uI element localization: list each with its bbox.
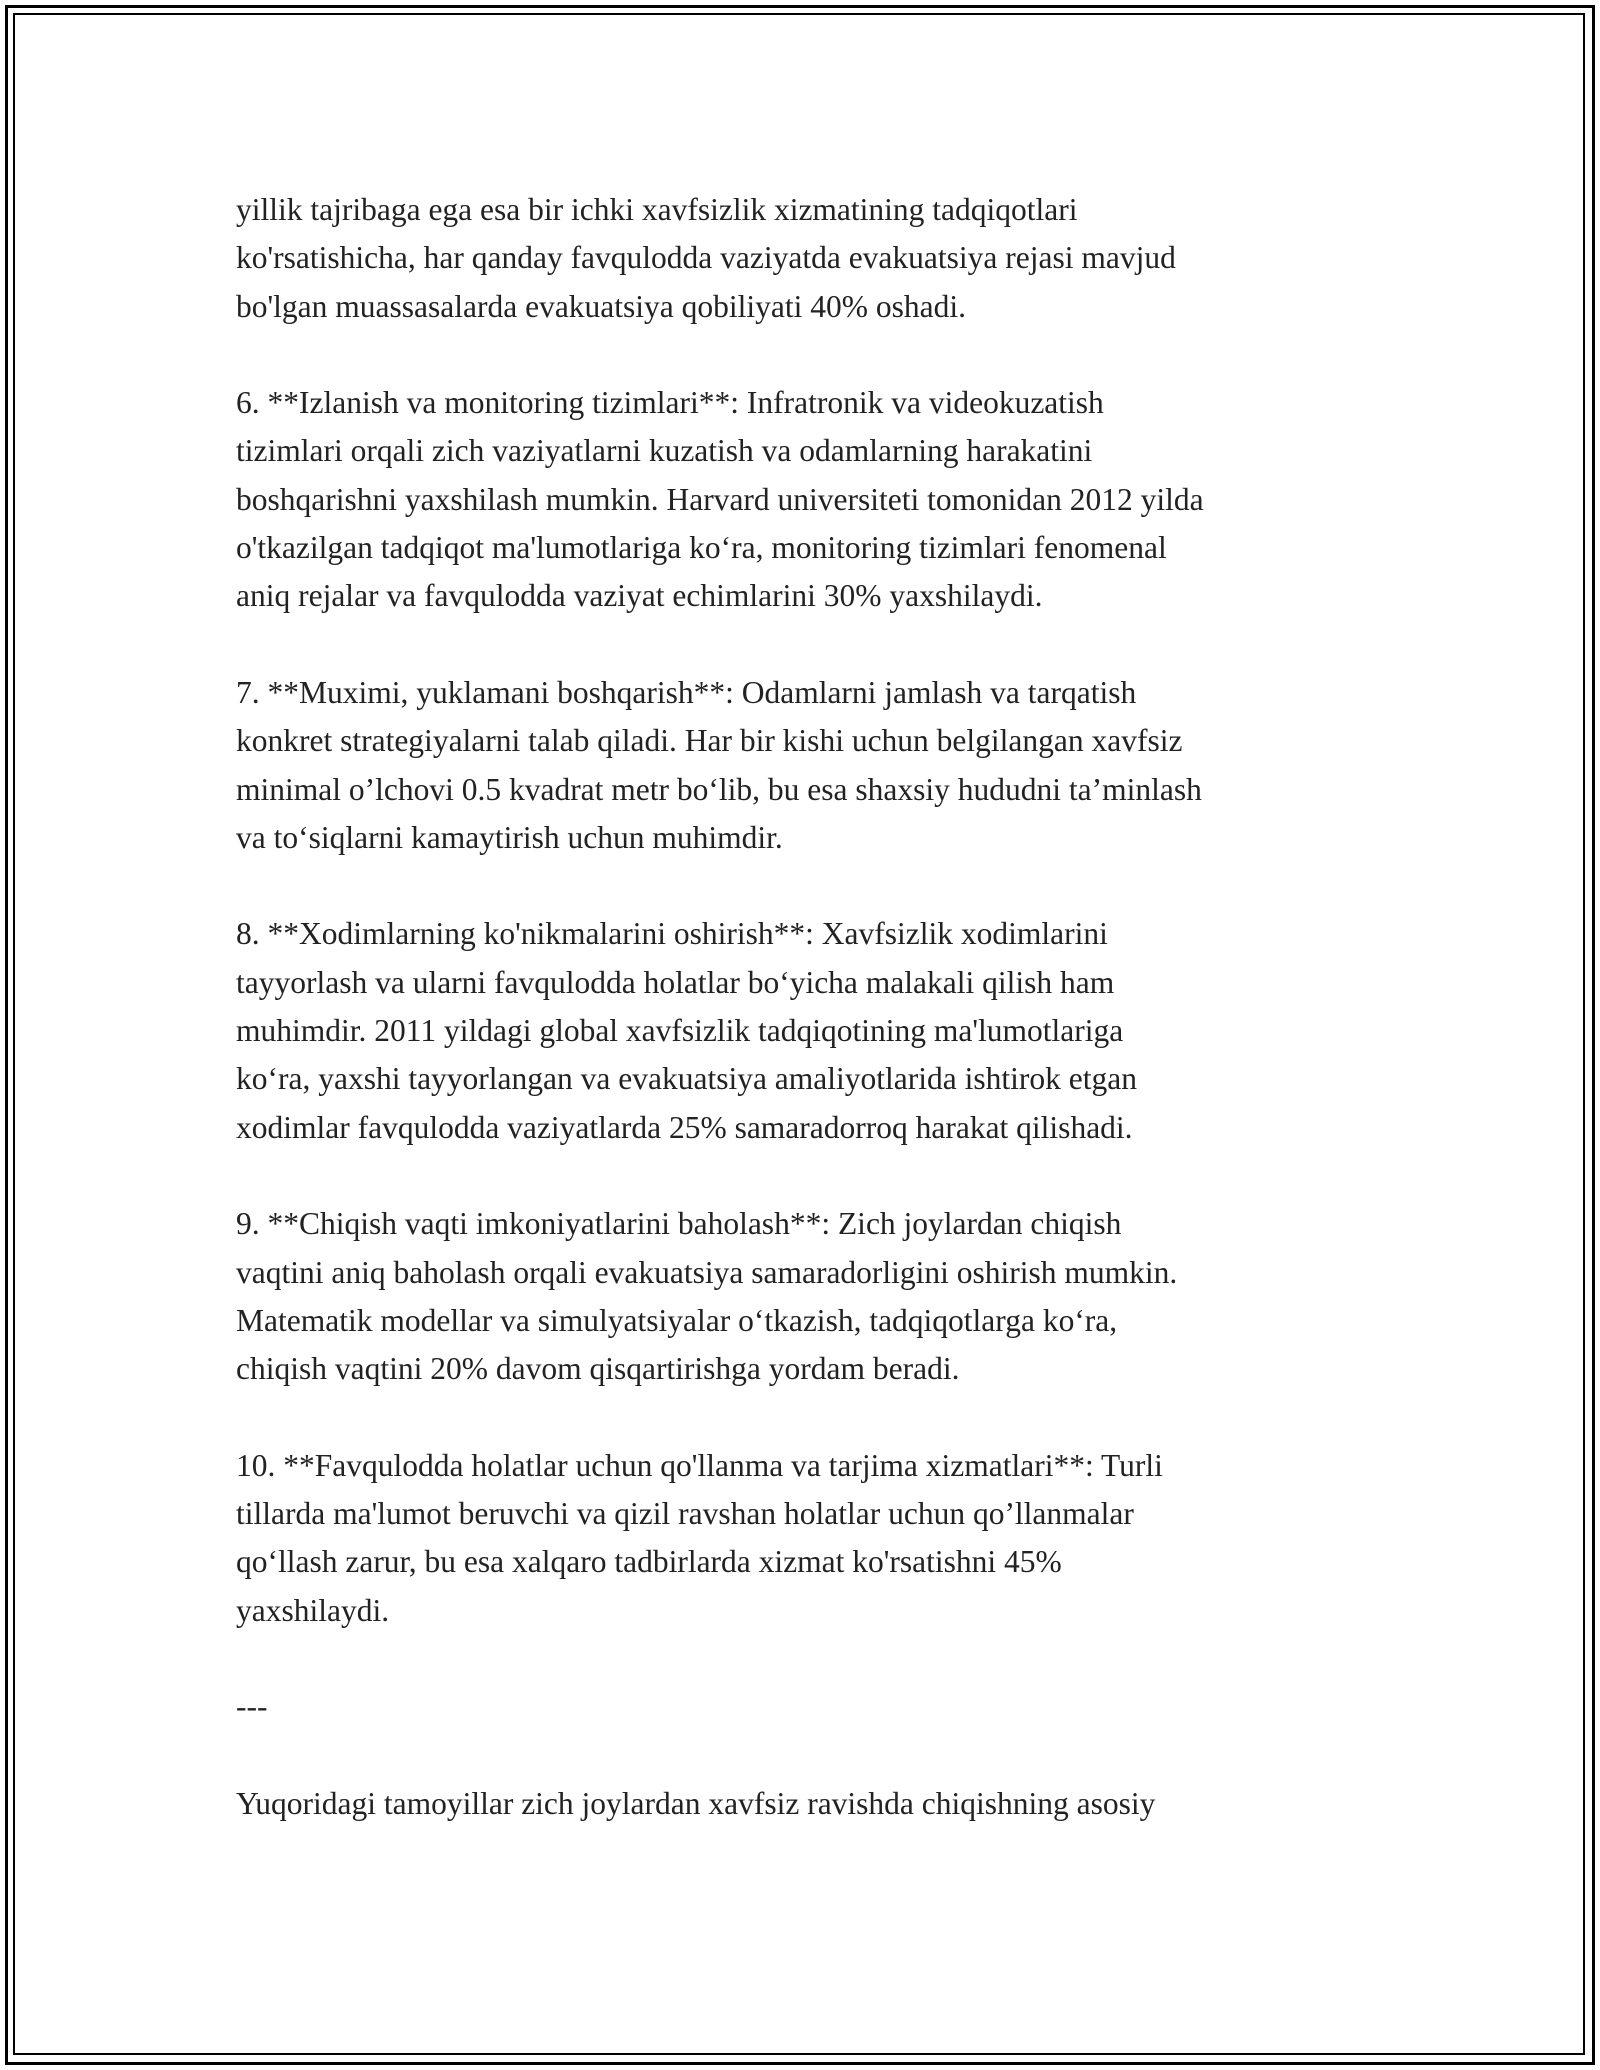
paragraph-item-7: 7. **Muximi, yuklamani boshqarish**: Odamlarni jamlash va tarqatish konkret strategiyalarni talab qiladi. Har bir kishi uchun belgilangan xavfsiz minimal o’lchovi 0.5 kvadrat metr bo‘lib, bu esa shaxsiy hududni ta’minlash va to‘siqlarni kamaytirish uchun muhimdir. <box>236 674 1202 855</box>
paragraph-intro-continuation: yillik tajribaga ega esa bir ichki xavfsizlik xizmatining tadqiqotlari ko'rsatishicha, har qanday favqulodda vaziyatda evakuatsiya rejasi mavjud bo'lgan muassasalarda evakuatsiya qobiliyati 40% oshadi. <box>236 192 1176 324</box>
section-divider: --- <box>236 1689 268 1725</box>
paragraph-conclusion: Yuqoridagi tamoyillar zich joylardan xavfsiz ravishda chiqishning asosiy <box>236 1785 1156 1821</box>
paragraph-item-10: 10. **Favqulodda holatlar uchun qo'llanma va tarjima xizmatlari**: Turli tillarda ma'lumot beruvchi va qizil ravshan holatlar uchun qo’llanmalar qo‘llash zarur, bu esa xalqaro tadbirlarda xizmat ko'rsatishni 45% yaxshilaydi. <box>236 1447 1163 1628</box>
document-body <box>236 186 1416 1876</box>
paragraph-item-9: 9. **Chiqish vaqti imkoniyatlarini baholash**: Zich joylardan chiqish vaqtini aniq baholash orqali evakuatsiya samaradorligini oshirish mumkin. Matematik modellar va simulyatsiyalar o‘tkazish, tadqiqotlarga ko‘ra, chiqish vaqtini 20% davom qisqartirishga yordam beradi. <box>236 1206 1178 1387</box>
paragraph-item-6: 6. **Izlanish va monitoring tizimlari**: Infratronik va videokuzatish tizimlari orqali zich vaziyatlarni kuzatish va odamlarning harakatini boshqarishni yaxshilash mumkin. Harvard universiteti tomonidan 2012 yilda o'tkazilgan tadqiqot ma'lumotlariga ko‘ra, monitoring tizimlari fenomenal aniq rejalar va favqulodda vaziyat echimlarini 30% yaxshilaydi. <box>236 385 1204 614</box>
paragraph-item-8: 8. **Xodimlarning ko'nikmalarini oshirish**: Xavfsizlik xodimlarini tayyorlash va ularni favqulodda holatlar bo‘yicha malakali qilish ham muhimdir. 2011 yildagi global xavfsizlik tadqiqotining ma'lumotlariga ko‘ra, yaxshi tayyorlangan va evakuatsiya amaliyotlarida ishtirok etgan xodimlar favqulodda vaziyatlarda 25% samaradorroq harakat qilishadi. <box>236 916 1137 1145</box>
